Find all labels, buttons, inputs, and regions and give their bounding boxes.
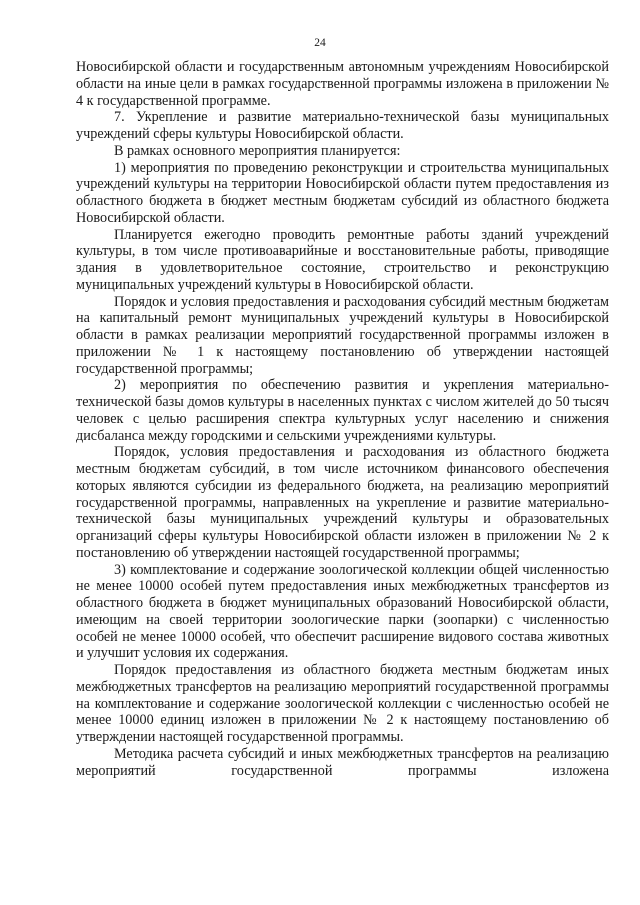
paragraph-section-7-heading: 7. Укрепление и развитие материально-технической базы муниципальных учреждений сферы культуры Новосибирской области. [76, 109, 609, 142]
paragraph-procedure-appendix-1: Порядок и условия предоставления и расходования субсидий местным бюджетам на капитальный ремонт муниципальных учреждений культуры в Новосибирской области в рамках реализации мероприятий государственной программы изложен в приложении № 1 к настоящему постановлению об утверждении настоящей государственной программы; [76, 293, 609, 377]
paragraph-methodology: Методика расчета субсидий и иных межбюджетных трансфертов на реализацию мероприятий государственной программы изложена [76, 745, 609, 779]
paragraph-planned-intro: В рамках основного мероприятия планируется: [114, 142, 401, 159]
document-body [76, 59, 609, 779]
paragraph-zoo-transfers-procedure: Порядок предоставления из областного бюджета местным бюджетам иных межбюджетных трансфертов на реализацию мероприятий государственной программы на комплектование и содержание зоологической коллекции с численностью особей не менее 10000 единиц изложен в приложении № 2 к настоящему постановлению об утверждении настоящей государственной программы. [76, 662, 609, 745]
paragraph-repair-works: Планируется ежегодно проводить ремонтные работы зданий учреждений культуры, в том числе противоаварийные и восстановительные работы, приводящие здания в удовлетворительное состояние, строительство и реконструкцию муниципальных учреждений культуры в Новосибирской области. [76, 226, 609, 293]
paragraph-continuation: Новосибирской области и государственным автономным учреждениям Новосибирской области на иные цели в рамках государственной программы изложена в приложении № 4 к государственной программе. [76, 59, 609, 109]
paragraph-item-2: 2) мероприятия по обеспечению развития и укрепления материально-технической базы домов культуры в населенных пунктах с числом жителей до 50 тысяч человек с целью расширения спектра культурных услуг населению и снижения дисбаланса между городскими и сельскими учреждениями культуры. [76, 377, 609, 444]
paragraph-item-3: 3) комплектование и содержание зоологической коллекции общей численностью не менее 10000 особей путем предоставления иных межбюджетных трансфертов из областного бюджета в бюджет муниципальных образований Новосибирской области, имеющим на своей территории зоологические парки (зоопарки) с численностью особей не менее 10000 особей, что обеспечит расширение видового состава животных и улучшит условия их содержания. [76, 561, 609, 662]
page-number: 24 [314, 37, 326, 49]
paragraph-item-1: 1) мероприятия по проведению реконструкции и строительства муниципальных учреждений культуры на территории Новосибирской области путем предоставления из областного бюджета в бюджет местным бюджетам субсидий из областного бюджета Новосибирской области. [76, 159, 609, 226]
paragraph-procedure-appendix-2: Порядок, условия предоставления и расходования из областного бюджета местным бюджетам субсидий, в том числе источником финансового обеспечения которых являются субсидии из федерального бюджета, на реализацию мероприятий государственной программы, направленных на укрепление и развитие материально-технической базы муниципальных учреждений культуры и образовательных организаций сферы культуры Новосибирской области изложен в приложении № 2 к постановлению об утверждении настоящей государственной программы; [76, 444, 609, 561]
